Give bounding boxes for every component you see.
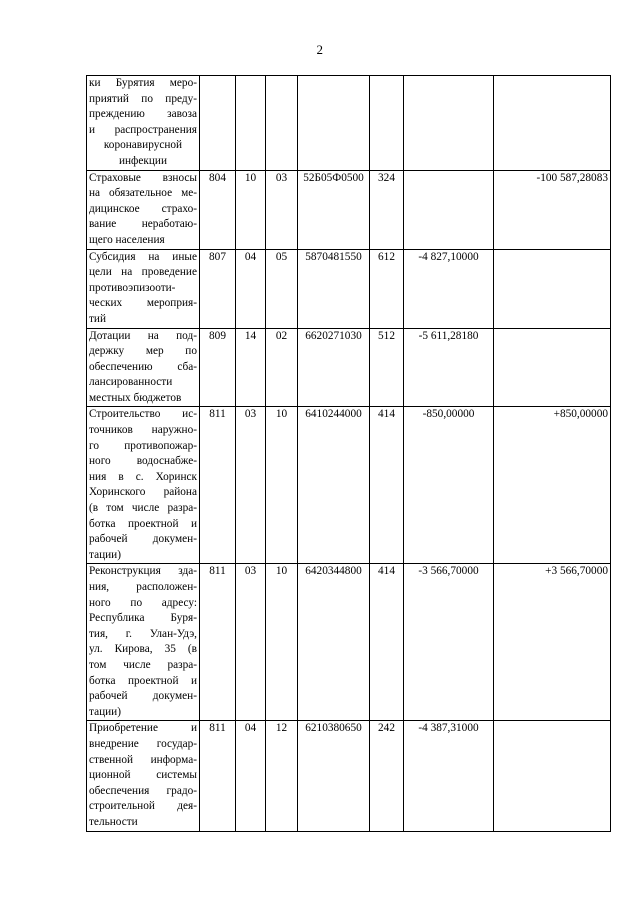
row-name-cell bbox=[87, 76, 200, 171]
amount-change-cell bbox=[404, 170, 494, 249]
name-line: ул. Кирова, 35 (в bbox=[89, 643, 197, 656]
target-article-cell: 52Б05Ф0500 bbox=[298, 170, 370, 249]
amount-change-2-cell bbox=[494, 76, 611, 171]
expense-type-cell bbox=[370, 76, 404, 171]
table-row bbox=[87, 170, 611, 249]
name-line: рабочей докумен- bbox=[89, 690, 197, 703]
table-body bbox=[87, 76, 611, 832]
row-name-cell bbox=[87, 564, 200, 721]
name-line: точников наружно- bbox=[89, 424, 197, 437]
name-line: Строительство ис- bbox=[89, 408, 197, 421]
name-line: ки Бурятия меро- bbox=[89, 77, 197, 89]
subsection-cell: 05 bbox=[266, 249, 298, 328]
name-line: щего населения bbox=[89, 233, 165, 246]
ministry-code-cell: 811 bbox=[200, 407, 236, 564]
name-line: тельности bbox=[89, 815, 138, 828]
name-line: местных бюджетов bbox=[89, 391, 182, 404]
subsection-cell bbox=[266, 76, 298, 171]
amount-change-2-cell: -100 587,28083 bbox=[494, 170, 611, 249]
name-line: ного водоснабже- bbox=[89, 455, 197, 468]
amount-change-cell: -4 387,31000 bbox=[404, 721, 494, 831]
ministry-code-cell: 804 bbox=[200, 170, 236, 249]
section-cell: 04 bbox=[236, 721, 266, 831]
amount-change-2-cell bbox=[494, 328, 611, 407]
section-cell bbox=[236, 76, 266, 171]
amount-change-2-cell bbox=[494, 249, 611, 328]
amount-change-cell: -3 566,70000 bbox=[404, 564, 494, 721]
amount-change-cell bbox=[404, 76, 494, 171]
row-name-cell bbox=[87, 407, 200, 564]
name-line: ственной информа- bbox=[89, 753, 197, 766]
name-line: внедрение государ- bbox=[89, 737, 197, 750]
name-line: приятий по преду- bbox=[89, 92, 197, 105]
expense-type-cell: 414 bbox=[370, 564, 404, 721]
name-line: обеспечению сба- bbox=[89, 360, 197, 373]
name-line: (в том числе разра- bbox=[89, 502, 197, 515]
expense-type-cell: 242 bbox=[370, 721, 404, 831]
row-name-cell bbox=[87, 328, 200, 407]
target-article-cell: 6210380650 bbox=[298, 721, 370, 831]
amount-change-cell: -4 827,10000 bbox=[404, 249, 494, 328]
ministry-code-cell: 809 bbox=[200, 328, 236, 407]
name-line: ного по адресу: bbox=[89, 596, 197, 609]
expense-type-cell: 324 bbox=[370, 170, 404, 249]
name-line: преждению завоза bbox=[89, 108, 197, 121]
page-number: 2 bbox=[316, 42, 324, 57]
subsection-cell: 02 bbox=[266, 328, 298, 407]
amount-change-2-cell: +3 566,70000 bbox=[494, 564, 611, 721]
name-line: ционной системы bbox=[89, 769, 197, 782]
expense-type-cell: 414 bbox=[370, 407, 404, 564]
section-cell: 10 bbox=[236, 170, 266, 249]
name-line: Субсидия на иные bbox=[89, 250, 197, 263]
name-line: Дотации на под- bbox=[89, 329, 197, 342]
amount-change-cell: -850,00000 bbox=[404, 407, 494, 564]
row-name-cell bbox=[87, 170, 200, 249]
ministry-code-cell: 807 bbox=[200, 249, 236, 328]
ministry-code-cell: 811 bbox=[200, 721, 236, 831]
target-article-cell: 6620271030 bbox=[298, 328, 370, 407]
section-cell: 03 bbox=[236, 407, 266, 564]
name-line: тации) bbox=[89, 705, 121, 718]
amount-change-2-cell: +850,00000 bbox=[494, 407, 611, 564]
table-row bbox=[87, 328, 611, 407]
name-line: инфекции bbox=[118, 154, 168, 167]
budget-table bbox=[86, 75, 611, 832]
section-cell: 03 bbox=[236, 564, 266, 721]
name-line: ния в с. Хоринск bbox=[89, 470, 197, 483]
name-line: и распространения bbox=[89, 123, 197, 136]
section-cell: 14 bbox=[236, 328, 266, 407]
name-line: тации) bbox=[89, 548, 121, 561]
name-line: Реконструкция зда- bbox=[89, 565, 197, 578]
target-article-cell: 5870481550 bbox=[298, 249, 370, 328]
target-article-cell: 6420344800 bbox=[298, 564, 370, 721]
name-line: ботка проектной и bbox=[89, 517, 197, 530]
table-row bbox=[87, 407, 611, 564]
name-line: том числе разра- bbox=[89, 658, 197, 671]
subsection-cell: 10 bbox=[266, 407, 298, 564]
name-line: лансированности bbox=[89, 376, 173, 389]
name-line: ботка проектной и bbox=[89, 674, 197, 687]
name-line: тий bbox=[89, 312, 107, 325]
expense-type-cell: 512 bbox=[370, 328, 404, 407]
table-row bbox=[87, 249, 611, 328]
target-article-cell: 6410244000 bbox=[298, 407, 370, 564]
name-line: го противопожар- bbox=[89, 439, 197, 452]
expense-type-cell: 612 bbox=[370, 249, 404, 328]
subsection-cell: 10 bbox=[266, 564, 298, 721]
table-row bbox=[87, 76, 611, 171]
row-name-cell bbox=[87, 249, 200, 328]
name-line: цели на проведение bbox=[89, 266, 197, 279]
name-line: Страховые взносы bbox=[89, 171, 197, 184]
amount-change-cell: -5 611,28180 bbox=[404, 328, 494, 407]
name-line: на обязательное ме- bbox=[89, 187, 197, 200]
name-line: коронавирусной bbox=[103, 139, 183, 152]
name-line: вание неработаю- bbox=[89, 218, 197, 231]
table-row bbox=[87, 564, 611, 721]
name-line: дицинское страхо- bbox=[89, 202, 197, 215]
amount-change-2-cell bbox=[494, 721, 611, 831]
name-line: обеспечения градо- bbox=[89, 784, 197, 797]
name-line: тия, г. Улан-Удэ, bbox=[89, 627, 197, 640]
name-line: Республика Буря- bbox=[89, 612, 197, 625]
name-line: держку мер по bbox=[89, 345, 197, 358]
row-name-cell bbox=[87, 721, 200, 831]
name-line: ния, расположен- bbox=[89, 581, 197, 593]
ministry-code-cell bbox=[200, 76, 236, 171]
name-line: Приобретение и bbox=[89, 722, 197, 735]
name-line: ческих мероприя- bbox=[89, 297, 197, 310]
section-cell: 04 bbox=[236, 249, 266, 328]
subsection-cell: 12 bbox=[266, 721, 298, 831]
subsection-cell: 03 bbox=[266, 170, 298, 249]
name-line: противоэпизооти- bbox=[89, 281, 176, 294]
name-line: рабочей докумен- bbox=[89, 533, 197, 546]
name-line: строительной дея- bbox=[89, 800, 197, 813]
name-line: Хоринского района bbox=[89, 486, 197, 499]
target-article-cell bbox=[298, 76, 370, 171]
ministry-code-cell: 811 bbox=[200, 564, 236, 721]
table-row bbox=[87, 721, 611, 831]
